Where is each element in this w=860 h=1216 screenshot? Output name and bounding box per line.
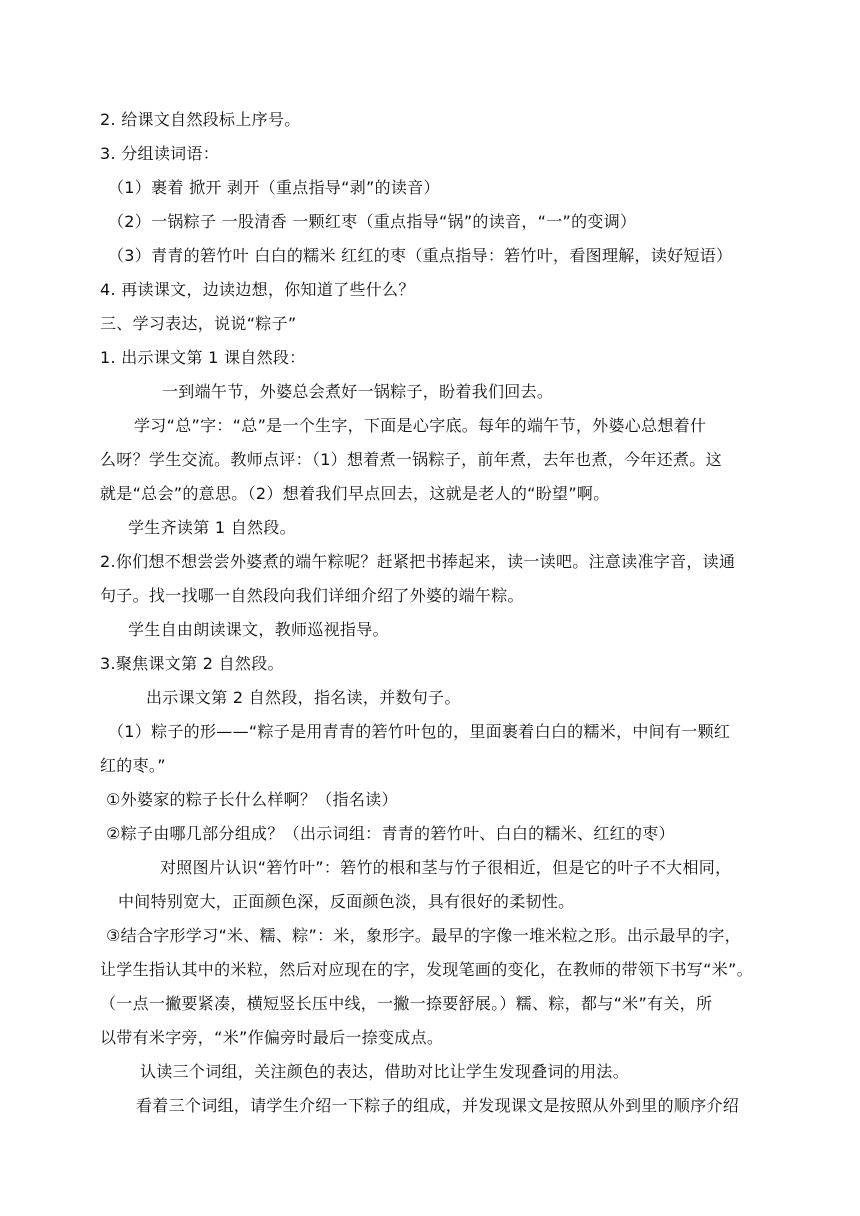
text-line: （2）一锅粽子 一股清香 一颗红枣（重点指导“锅”的读音，“一”的变调）: [108, 212, 637, 231]
text-line: 就是“总会”的意思。（2）想着我们早点回去，这就是老人的“盼望”啊。: [100, 484, 610, 503]
text-line: 学生自由朗读课文，教师巡视指导。: [128, 620, 389, 639]
text-line: 学生齐读第 1 自然段。: [128, 518, 296, 537]
text-line: 认读三个词组，关注颜色的表达，借助对比让学生发现叠词的用法。: [140, 1062, 630, 1081]
text-line: 学习“总”字：“总”是一个生字，下面是心字底。每年的端午节，外婆心总想着什: [134, 416, 707, 435]
text-line: 4. 再读课文，边读边想，你知道了些什么？: [100, 280, 415, 299]
text-line: 么呀？学生交流。教师点评：（1）想着煮一锅粽子，前年煮，去年也煮，今年还煮。这: [100, 450, 722, 469]
text-line: 2.你们想不想尝尝外婆煮的端午粽呢？赶紧把书捧起来，读一读吧。注意读准字音，读通: [100, 552, 736, 571]
text-line: 红的枣。”: [100, 756, 166, 775]
text-line: （3）青青的箬竹叶 白白的糯米 红红的枣（重点指导：箬竹叶，看图理解，读好短语）: [108, 246, 733, 265]
text-line: 出示课文第 2 自然段，指名读，并数句子。: [146, 688, 461, 707]
text-line: 3.聚焦课文第 2 自然段。: [100, 654, 284, 673]
text-line: （一点一撇要紧凑，横短竖长压中线，一撇一捺要舒展。）糯、粽，都与“米”有关，所: [100, 994, 713, 1013]
text-line: 3. 分组读词语：: [100, 144, 220, 163]
text-line: 看着三个词组，请学生介绍一下粽子的组成，并发现课文是按照从外到里的顺序介绍: [136, 1096, 740, 1115]
text-line: （1）粽子的形——“粽子是用青青的箬竹叶包的，里面裹着白白的糯米，中间有一颗红: [108, 722, 731, 741]
text-line: ①外婆家的粽子长什么样啊？（指名读）: [106, 790, 398, 809]
text-line: （1）裹着 掀开 剥开（重点指导“剥”的读音）: [108, 178, 440, 197]
text-line: 以带有米字旁，“米”作偏旁时最后一捺变成点。: [100, 1028, 444, 1047]
text-line: 对照图片认识“箬竹叶”：箬竹的根和茎与竹子很相近，但是它的叶子不大相同，: [160, 858, 732, 877]
section-heading: 三、学习表达，说说“粽子”: [100, 314, 297, 333]
text-line: 句子。找一找哪一自然段向我们详细介绍了外婆的端午粽。: [100, 586, 524, 605]
text-line: 1. 出示课文第 1 课自然段：: [100, 348, 306, 367]
text-line: ②粽子由哪几部分组成？（出示词组：青青的箬竹叶、白白的糯米、红红的枣）: [106, 824, 675, 843]
text-line: 中间特别宽大，正面颜色深，反面颜色淡，具有很好的柔韧性。: [118, 892, 575, 911]
text-line: ③结合字形学习“米、糯、粽”：米，象形字。最早的字像一堆米粒之形。出示最早的字，: [106, 926, 741, 945]
text-line: 2. 给课文自然段标上序号。: [100, 110, 301, 129]
text-line: 让学生指认其中的米粒，然后对应现在的字，发现笔画的变化，在教师的带领下书写“米”。: [100, 960, 753, 979]
quoted-text: 一到端午节，外婆总会煮好一锅粽子，盼着我们回去。: [162, 382, 554, 401]
